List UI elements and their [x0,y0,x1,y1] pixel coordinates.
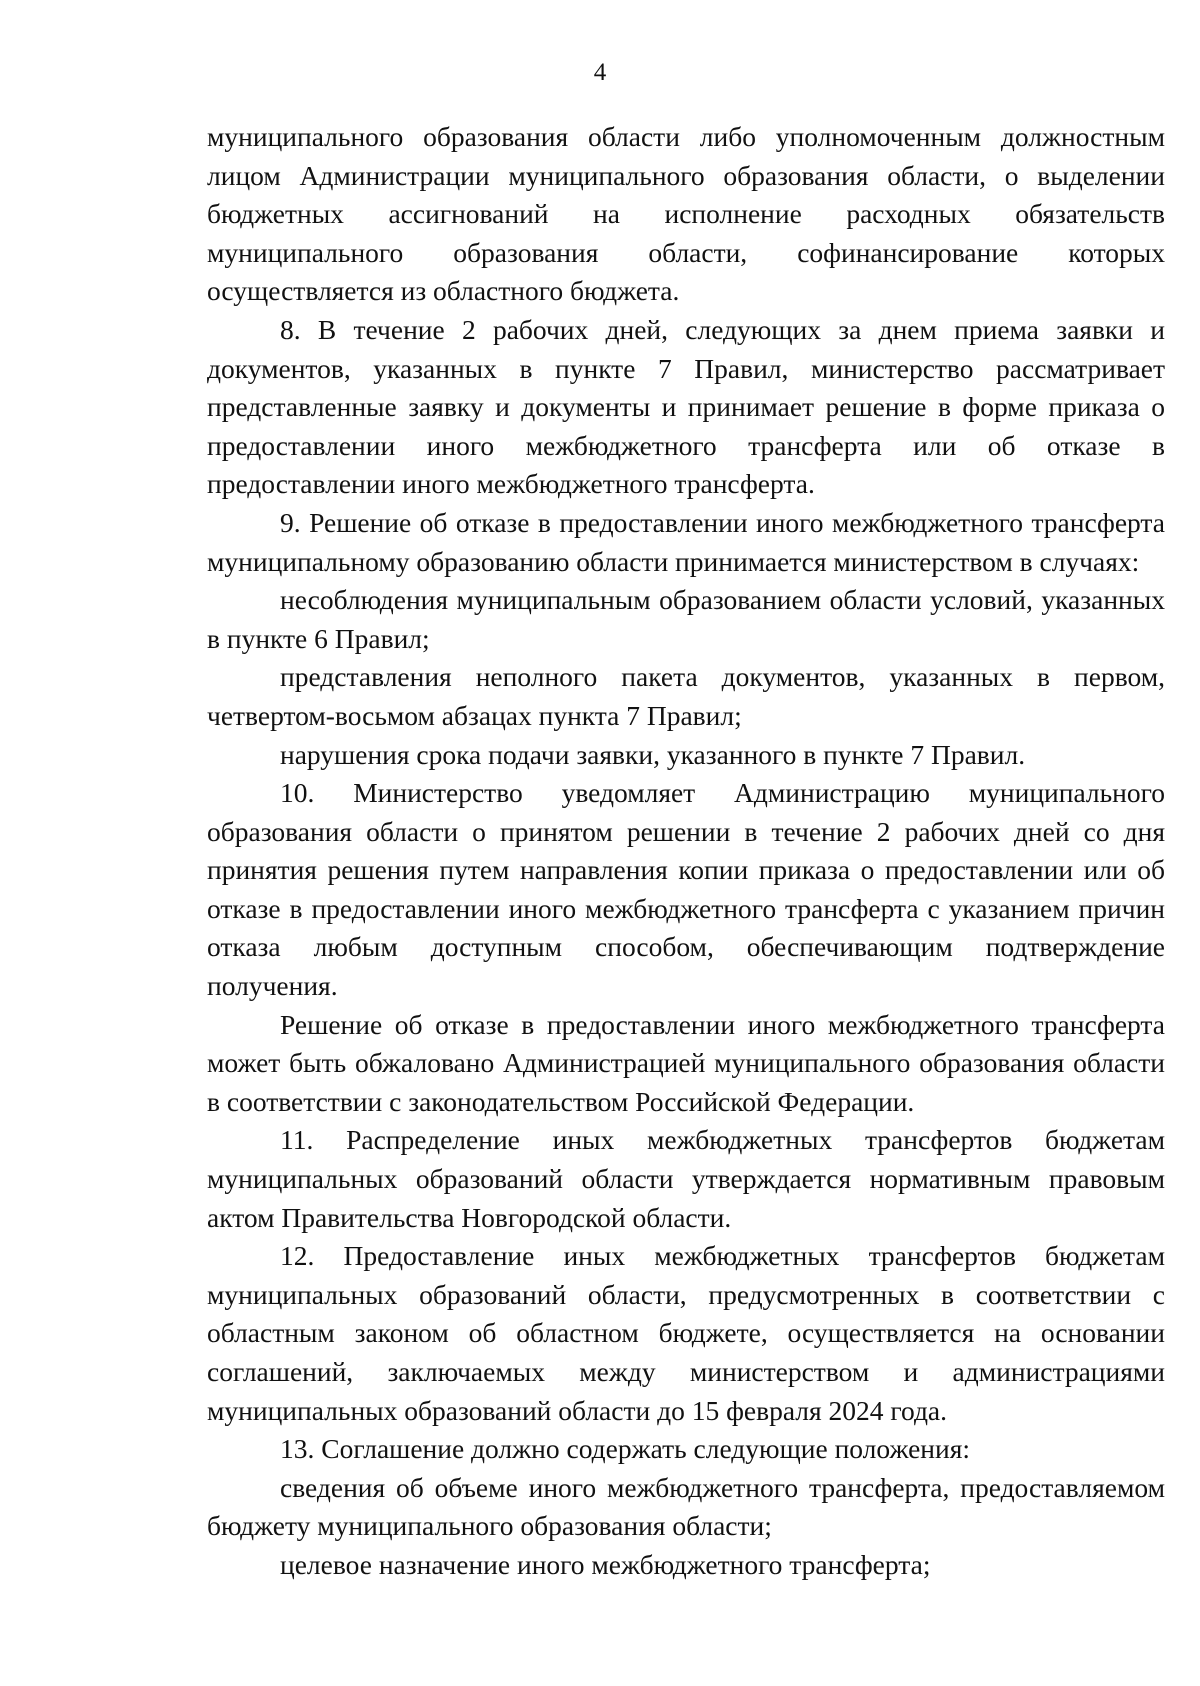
paragraph-item-9-case-3: нарушения срока подачи заявки, указанного в пункте 7 Правил. [280,738,1026,770]
document-body [207,118,1165,1585]
paragraph-item-9-case-2: представления неполного пакета документов, указанных в первом, четвертом-восьмом абзацах пункта 7 Правил; [207,661,1165,731]
paragraph-item-8: 8. В течение 2 рабочих дней, следующих за днем приема заявки и документов, указанных в пункте 7 Правил, министерство рассматривает представленные заявку и документы и принимает решение в форме приказа о предоставлении иного межбюджетного трансферта или об отказе в предоставлении иного межбюджетного трансферта. [207,313,1165,500]
paragraph-item-10: 10. Министерство уведомляет Администрацию муниципального образования области о принятом решении в течение 2 рабочих дней со дня принятия решения путем направления копии приказа о предоставлении или об отказе в предоставлении иного межбюджетного трансферта с указанием причин отказа любым доступным способом, обеспечивающим подтверждение получения. [207,777,1165,1002]
paragraph-item-12: 12. Предоставление иных межбюджетных трансфертов бюджетам муниципальных образований области, предусмотренных в соответствии с областным законом об областном бюджете, осуществляется на основании соглашений, заключаемых между министерством и администрациями муниципальных образований области до 15 февраля 2024 года. [207,1240,1165,1426]
paragraph-continuation: муниципального образования области либо уполномоченным должностным лицом Администрации муниципального образования области, о выделении бюджетных ассигнований на исполнение расходных обязательств муниципального образования области, софинансирование которых осуществляется из областного бюджета. [207,121,1165,307]
paragraph-item-13-provision-1: сведения об объеме иного межбюджетного трансферта, предоставляемом бюджету муниципального образования области; [207,1471,1165,1542]
paragraph-item-9: 9. Решение об отказе в предоставлении иного межбюджетного трансферта муниципальному образованию области принимается министерством в случаях: [207,506,1165,577]
paragraph-item-13-provision-2: целевое назначение иного межбюджетного трансферта; [280,1548,931,1580]
paragraph-item-13: 13. Соглашение должно содержать следующие положения: [280,1433,971,1465]
page-number: 4 [593,59,607,86]
paragraph-item-11: 11. Распределение иных межбюджетных трансфертов бюджетам муниципальных образований области утверждается нормативным правовым актом Правительства Новгородской области. [207,1124,1165,1233]
paragraph-item-9-case-1: несоблюдения муниципальным образованием области условий, указанных в пункте 6 Правил; [207,584,1165,654]
paragraph-item-10-appeal: Решение об отказе в предоставлении иного межбюджетного трансферта может быть обжаловано Администрацией муниципального образования области в соответствии с законодательством Российской Федерации. [207,1008,1165,1117]
